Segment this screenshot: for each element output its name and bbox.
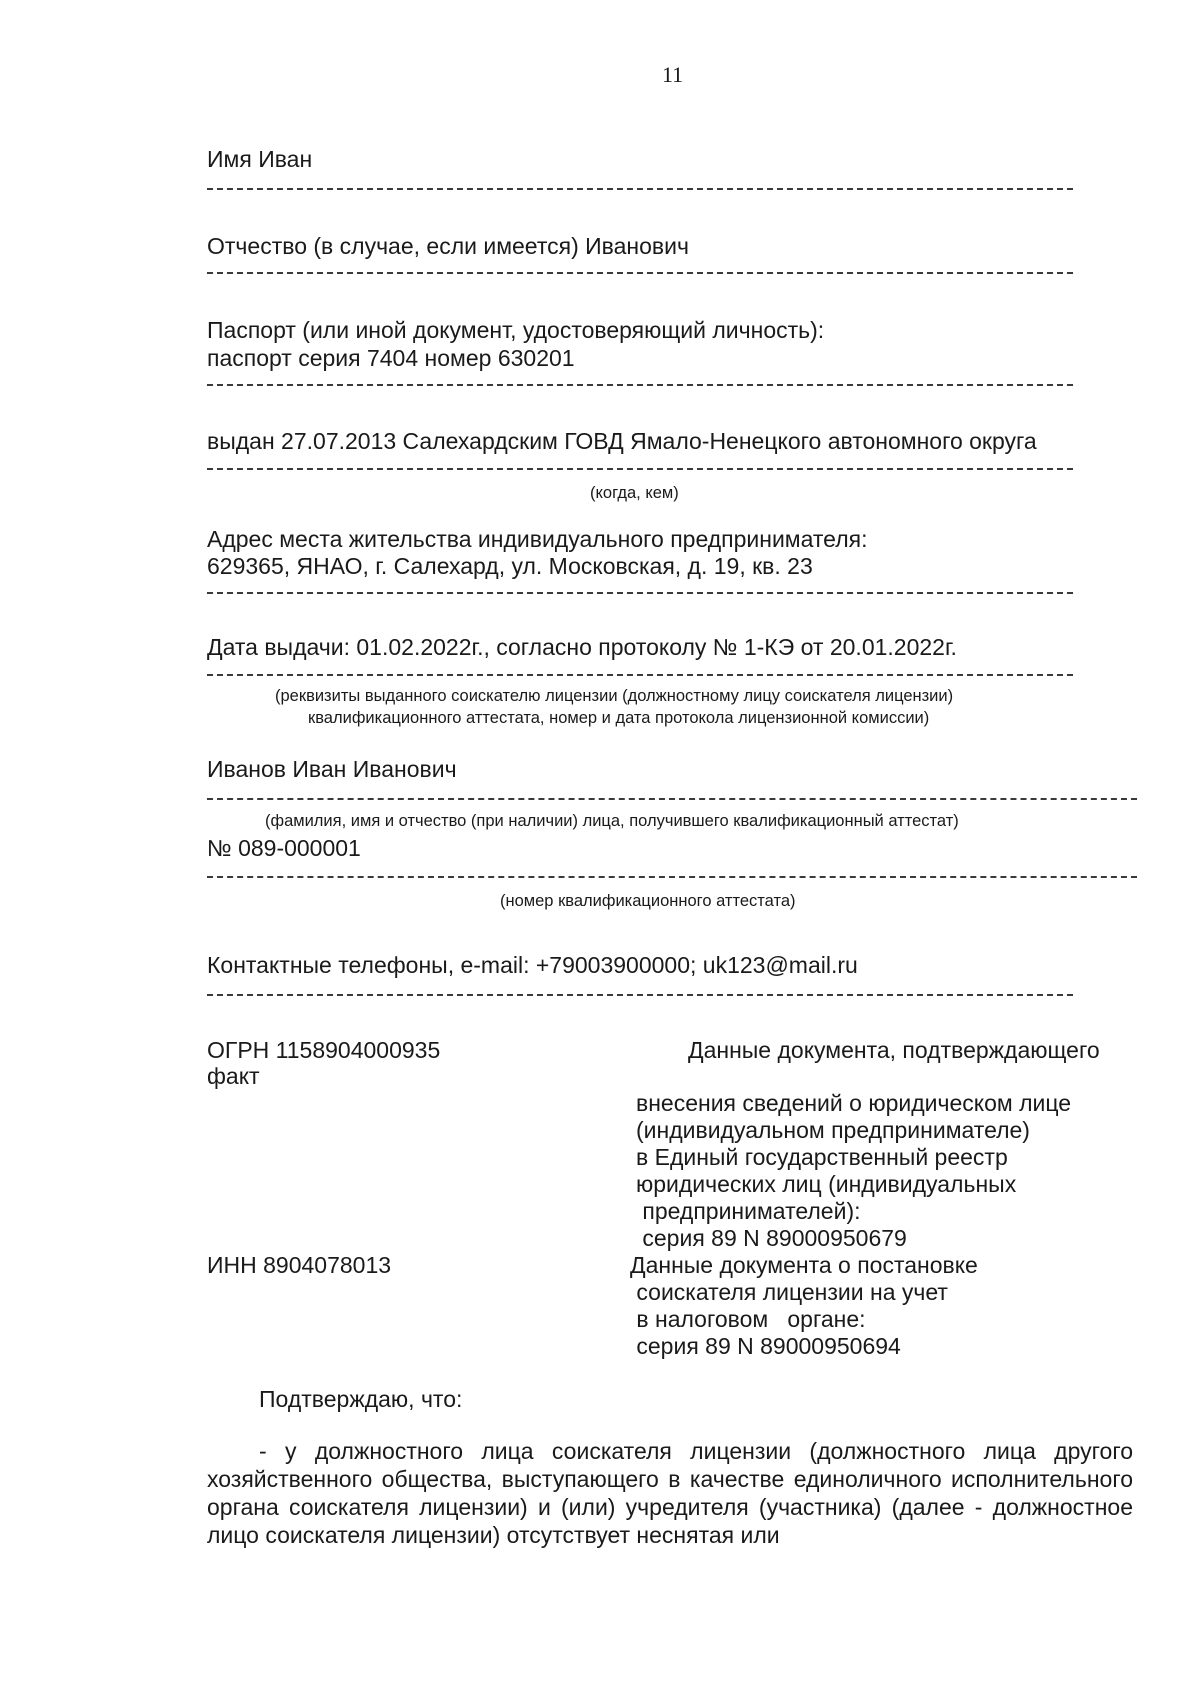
certificate-value: № 089-000001: [207, 835, 361, 861]
patronymic-line: Отчество (в случае, если имеется) Иванович: [207, 233, 689, 259]
page-number: 11: [662, 62, 684, 87]
inn-label: ИНН 8904078013: [207, 1252, 392, 1278]
certificate-caption: (номер квалификационного аттестата): [500, 892, 796, 910]
separator-patronymic: [207, 272, 1073, 274]
ogrn-doc-line: внесения сведений о юридическом лице: [636, 1090, 1072, 1116]
ogrn-doc-line: в Единый государственный реестр: [636, 1144, 1008, 1170]
ogrn-doc-line: серия 89 N 89000950679: [636, 1225, 907, 1251]
ogrn-doc-line: (индивидуальном предпринимателе): [636, 1117, 1030, 1143]
name-line: Имя Иван: [207, 146, 313, 172]
ogrn-doc-title: Данные документа, подтверждающего: [688, 1037, 1100, 1063]
separator-passport: [207, 384, 1073, 386]
separator-contacts: [207, 994, 1073, 996]
license-caption-line1: (реквизиты выданного соискателю лицензии (должностному лицу соискателя лицензии): [275, 687, 954, 705]
contacts-line: Контактные телефоны, e-mail: +79003900000; uk123@mail.ru: [207, 952, 858, 978]
inn-doc-line: соискателя лицензии на учет: [630, 1279, 948, 1305]
separator-license: [207, 674, 1073, 676]
issued-caption: (когда, кем): [590, 484, 679, 502]
passport-value: паспорт серия 7404 номер 630201: [207, 345, 575, 371]
ogrn-fact: факт: [207, 1063, 260, 1089]
issued-value: выдан 27.07.2013 Салехардским ГОВД Ямало-Ненецкого автономного округа: [207, 428, 1037, 454]
address-value: 629365, ЯНАО, г. Салехард, ул. Московская, д. 19, кв. 23: [207, 553, 813, 579]
address-label: Адрес места жительства индивидуального предпринимателя:: [207, 526, 868, 552]
license-caption-line2: квалификационного аттестата, номер и дата протокола лицензионной комиссии): [308, 709, 930, 727]
separator-issued: [207, 468, 1073, 470]
holder-caption: (фамилия, имя и отчество (при наличии) лица, получившего квалификационный аттестат): [265, 812, 959, 830]
confirm-paragraph-text: - у должностного лица соискателя лицензии (должностного лица другого хозяйственного общества, выступающего в качестве единоличного исполнительного органа соискателя лицензии) и (или) учредителя (участника) (далее - должностное лицо соискателя лицензии) отсутствует неснятая или: [207, 1438, 1133, 1548]
confirm-heading: Подтверждаю, что:: [259, 1386, 463, 1412]
separator-holder: [207, 798, 1137, 800]
license-value: Дата выдачи: 01.02.2022г., согласно протоколу № 1-КЭ от 20.01.2022г.: [207, 634, 957, 660]
inn-doc-line: Данные документа о постановке: [630, 1252, 978, 1278]
separator-name: [207, 188, 1073, 190]
passport-label: Паспорт (или иной документ, удостоверяющий личность):: [207, 317, 825, 343]
separator-certificate: [207, 876, 1137, 878]
ogrn-label: ОГРН 1158904000935: [207, 1037, 441, 1063]
inn-doc-line: серия 89 N 89000950694: [630, 1333, 901, 1359]
holder-value: Иванов Иван Иванович: [207, 756, 457, 782]
separator-address: [207, 592, 1073, 594]
inn-doc-line: в налоговом органе:: [630, 1306, 866, 1332]
ogrn-doc-line: юридических лиц (индивидуальных: [636, 1171, 1017, 1197]
ogrn-doc-line: предпринимателей):: [636, 1198, 861, 1224]
confirm-paragraph: [207, 1437, 1133, 1549]
